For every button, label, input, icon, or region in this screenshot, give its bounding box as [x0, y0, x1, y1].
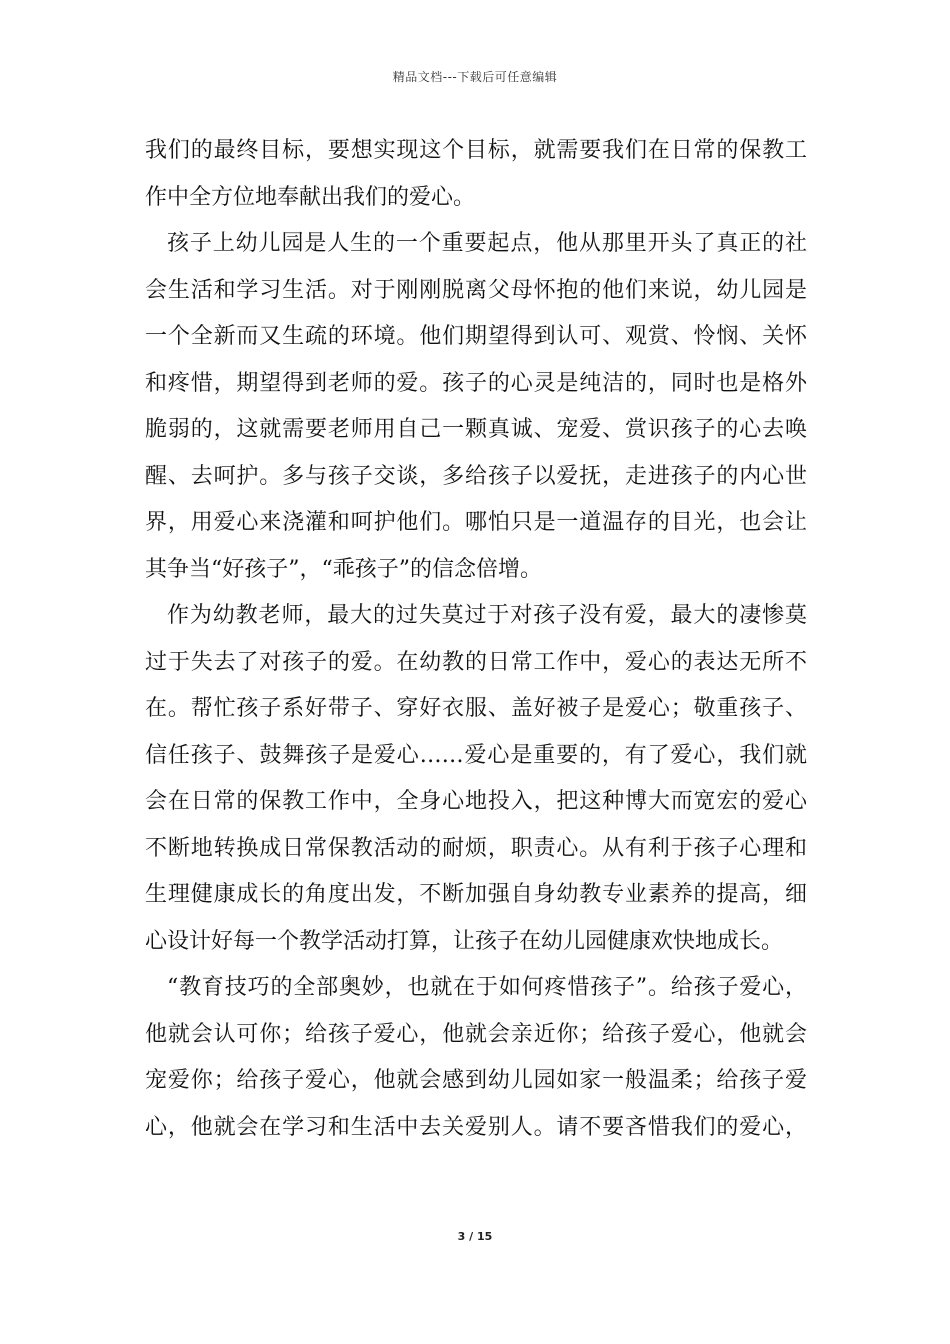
text-line: 界，用爱心来浇灌和呵护他们。哪怕只是一道温存的目光，也会让	[145, 510, 807, 535]
text-line: 一个全新而又生疏的环境。他们期望得到认可、观赏、怜悯、关怀	[145, 324, 807, 349]
document-body	[145, 128, 807, 1151]
page-header: 精品文档---下载后可任意编辑	[392, 70, 558, 84]
text-line: 作中全方位地奉献出我们的爱心。	[145, 184, 476, 210]
text-line: 脆弱的，这就需要老师用自己一颗真诚、宠爱、赏识孩子的心去唤	[145, 417, 807, 442]
text-line: 信任孩子、鼓舞孩子是爱心……爱心是重要的，有了爱心，我们就	[145, 742, 807, 768]
text-line: 不断地转换成日常保教活动的耐烦，职责心。从有利于孩子心理和	[145, 835, 807, 861]
text-line: 作为幼教老师，最大的过失莫过于对孩子没有爱，最大的凄惨莫	[167, 603, 807, 628]
text-line: 其争当“好孩子”，“乖孩子”的信念倍增。	[145, 556, 542, 582]
page-number: 3 / 15	[457, 1230, 493, 1243]
text-line: 我们的最终目标，要想实现这个目标，就需要我们在日常的保教工	[145, 138, 807, 163]
text-line: 和疼惜，期望得到老师的爱。孩子的心灵是纯洁的，同时也是格外	[145, 370, 807, 396]
text-line: 他就会认可你；给孩子爱心，他就会亲近你；给孩子爱心，他就会	[145, 1021, 807, 1047]
text-line: 会在日常的保教工作中，全身心地投入，把这种博大而宽宏的爱心	[145, 789, 807, 814]
text-line: 孩子上幼儿园是人生的一个重要起点，他从那里开头了真正的社	[167, 231, 807, 256]
text-line: 在。帮忙孩子系好带子、穿好衣服、盖好被子是爱心；敬重孩子、	[145, 696, 807, 721]
text-line: 心，他就会在学习和生活中去关爱别人。请不要吝惜我们的爱心，	[145, 1114, 807, 1140]
text-line: 会生活和学习生活。对于刚刚脱离父母怀抱的他们来说，幼儿园是	[145, 277, 807, 303]
text-line: 宠爱你；给孩子爱心，他就会感到幼儿园如家一般温柔；给孩子爱	[145, 1068, 807, 1093]
text-line: 生理健康成长的角度出发，不断加强自身幼教专业素养的提高，细	[145, 882, 807, 907]
text-line: 醒、去呵护。多与孩子交谈，多给孩子以爱抚，走进孩子的内心世	[145, 463, 807, 489]
text-line: 过于失去了对孩子的爱。在幼教的日常工作中，爱心的表达无所不	[145, 649, 807, 675]
text-line: 心设计好每一个教学活动打算，让孩子在幼儿园健康欢快地成长。	[145, 928, 784, 954]
text-line: “教育技巧的全部奥妙，也就在于如何疼惜孩子”。给孩子爱心，	[167, 975, 807, 1000]
